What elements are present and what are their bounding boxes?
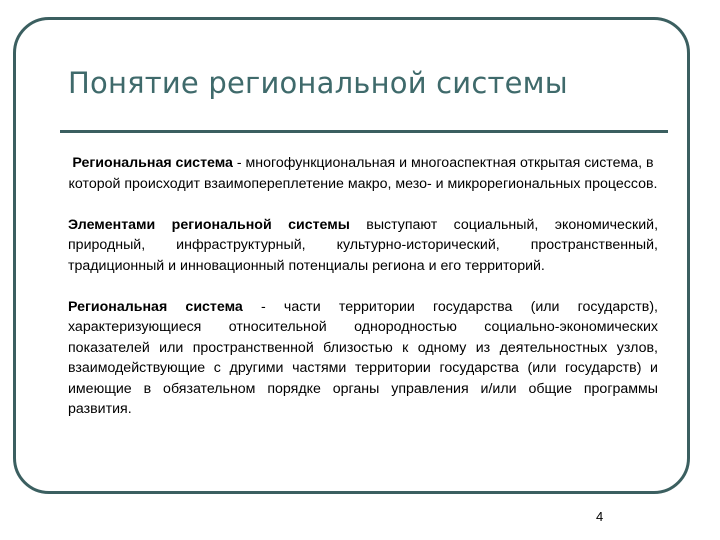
title-divider (60, 130, 668, 133)
territory-term: Региональная система (68, 298, 243, 315)
definition-text: - многофункциональная и многоаспектная открытая система, в которой происходит взаимопереплетение макро, мезо- и микрорегиональных процессов. (68, 155, 658, 192)
page-number: 4 (596, 509, 604, 524)
definition-paragraph (68, 153, 658, 194)
elements-text: выступают социальный, экономический, природный, инфраструктурный, культурно-исторический, пространственный, традиционный и инновационный потенциалы региона и его территорий. (68, 216, 659, 274)
slide-body (68, 153, 658, 440)
territory-paragraph (68, 297, 658, 420)
elements-paragraph (68, 215, 658, 277)
territory-text: - части территории государства (или государств), характеризующиеся относительной однородностью социально-экономических показателей или пространственной близостью к одному из деятельностных узлов, взаимодействующие с другими частями территории государства (или государств) и имеющие в обязательном порядке органы управления и/или общие программы развития. (68, 298, 658, 417)
definition-term: Региональная система (72, 155, 233, 171)
slide-title: Понятие региональной системы (68, 66, 568, 100)
elements-term: Элементами региональной системы (68, 216, 350, 233)
